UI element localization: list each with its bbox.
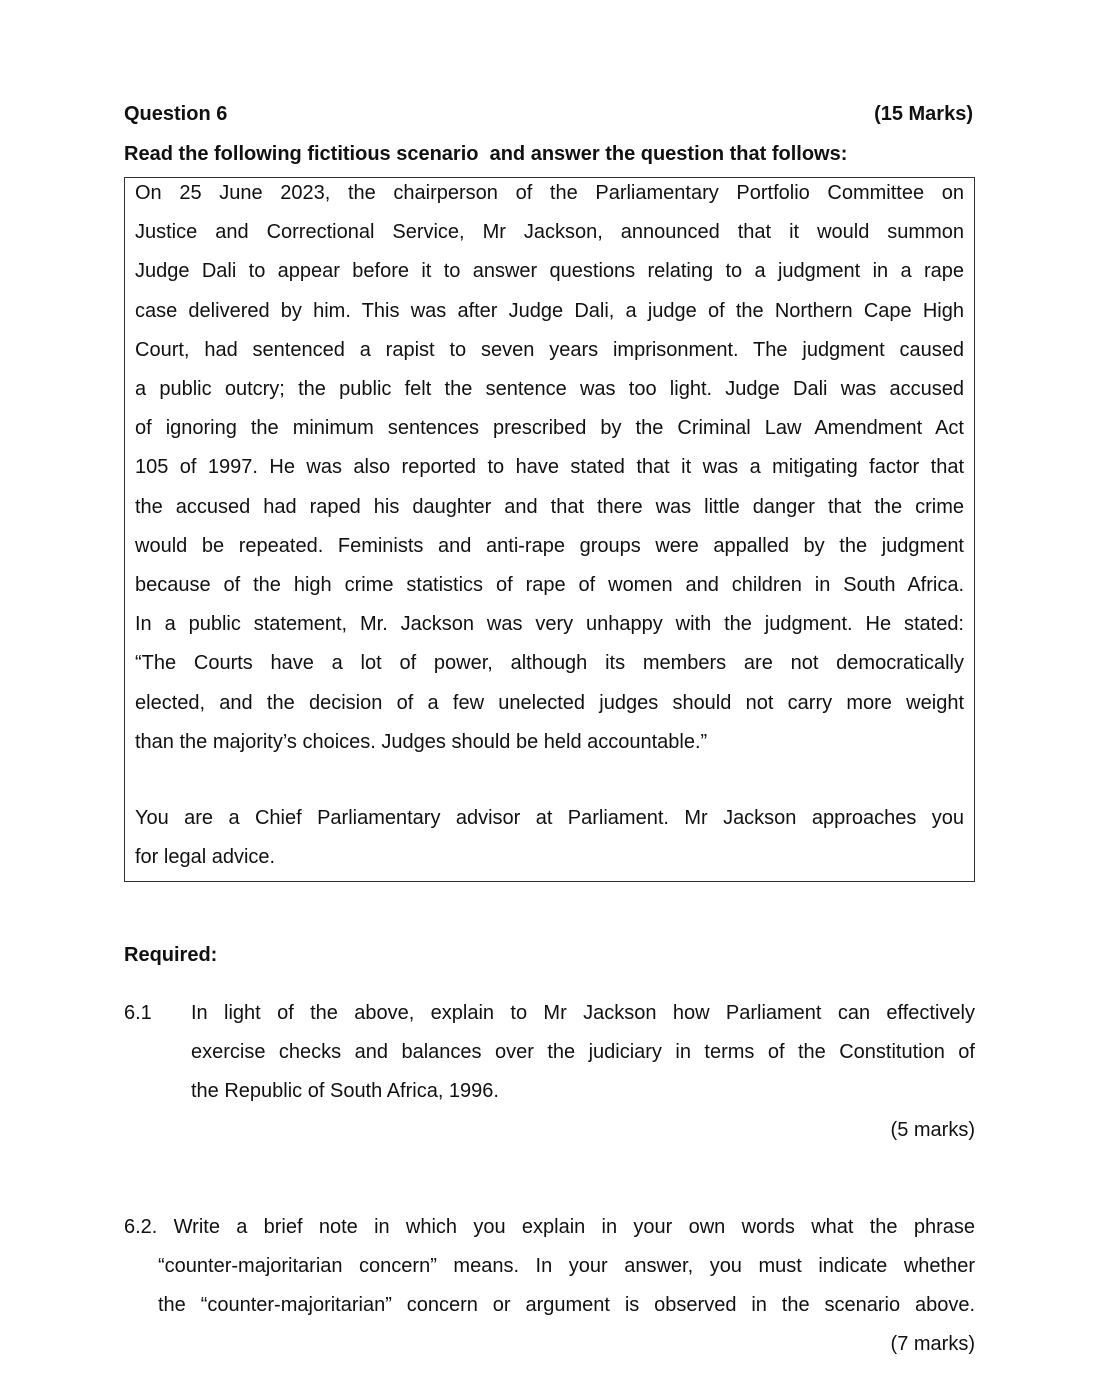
scenario-line: elected, and the decision of a few unelected judges should not carry more weight (135, 691, 964, 714)
instruction: Read the following fictitious scenario and answer the question that follows: (124, 143, 848, 165)
scenario-line: Judge Dali to appear before it to answer questions relating to a judgment in a rape (135, 260, 964, 283)
q62-line: the “counter-majoritarian” concern or argument is observed in the scenario above. (158, 1294, 975, 1316)
scenario-line: You are a Chief Parliamentary advisor at Parliament. Mr Jackson approaches you (135, 807, 964, 829)
scenario-line: of ignoring the minimum sentences prescribed by the Criminal Law Amendment Act (135, 417, 964, 440)
q61-line: exercise checks and balances over the judiciary in terms of the Constitution of (191, 1041, 975, 1063)
scenario-line: In a public statement, Mr. Jackson was very unhappy with the judgment. He stated: (135, 613, 964, 636)
scenario-line: Justice and Correctional Service, Mr Jackson, announced that it would summon (135, 221, 964, 244)
scenario-line: because of the high crime statistics of rape of women and children in South Africa. (135, 574, 964, 596)
q62-line: 6.2. Write a brief note in which you explain in your own words what the phrase (124, 1216, 975, 1238)
q62-marks: (7 marks) (890, 1333, 975, 1355)
q62-line: “counter-majoritarian concern” means. In your answer, you must indicate whether (158, 1255, 975, 1277)
scenario-line: a public outcry; the public felt the sentence was too light. Judge Dali was accused (135, 378, 964, 400)
required-heading: Required: (124, 944, 218, 966)
question-title: Question 6 (124, 103, 228, 125)
q61-line: the Republic of South Africa, 1996. (191, 1080, 499, 1102)
scenario-line: for legal advice. (135, 846, 276, 868)
scenario-line: “The Courts have a lot of power, although its members are not democratically (135, 652, 964, 675)
scenario-line: 105 of 1997. He was also reported to have stated that it was a mitigating factor that (135, 456, 964, 479)
scenario-line: the accused had raped his daughter and that there was little danger that the crime (135, 495, 964, 518)
scenario-line: On 25 June 2023, the chairperson of the Parliamentary Portfolio Committee on (135, 182, 964, 204)
scenario-line: than the majority’s choices. Judges should be held accountable.” (135, 730, 708, 753)
q61-marks: (5 marks) (890, 1119, 975, 1141)
q61-line: In light of the above, explain to Mr Jackson how Parliament can effectively (191, 1002, 975, 1024)
scenario-line: case delivered by him. This was after Judge Dali, a judge of the Northern Cape High (135, 299, 964, 322)
scenario-line: Court, had sentenced a rapist to seven years imprisonment. The judgment caused (135, 338, 964, 361)
q61-number: 6.1 (124, 1002, 152, 1024)
question-marks: (15 Marks) (874, 103, 973, 125)
scenario-line: would be repeated. Feminists and anti-rape groups were appalled by the judgment (135, 534, 964, 557)
